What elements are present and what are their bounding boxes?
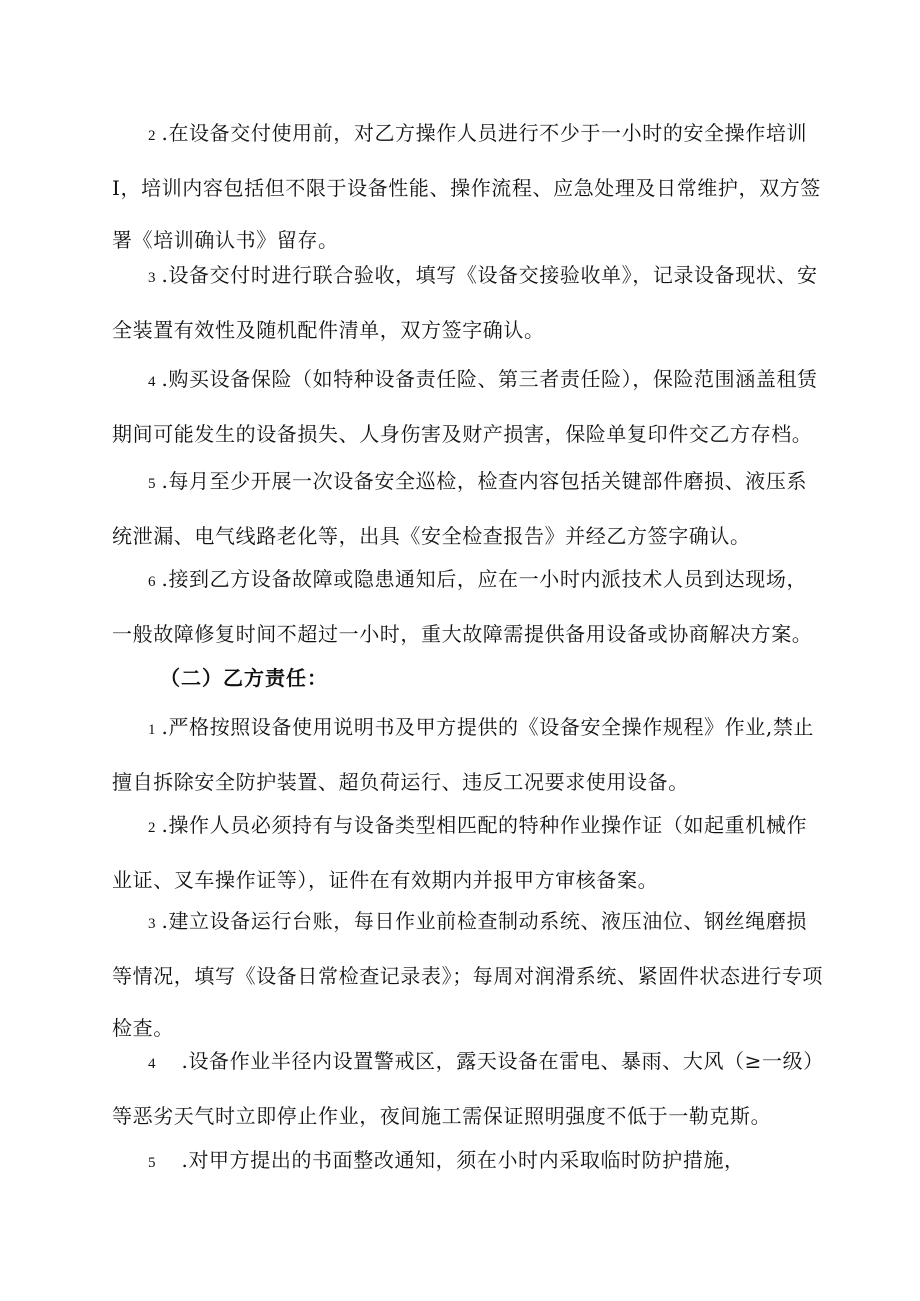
clause-number: 5 xyxy=(148,476,156,492)
clause-b-1 xyxy=(112,701,824,808)
clause-b-2 xyxy=(112,799,824,906)
clause-number: 2 xyxy=(148,128,156,144)
clause-a-3 xyxy=(112,249,824,356)
section-heading: （二）乙方责任： xyxy=(160,666,328,690)
clause-a-2 xyxy=(112,107,824,266)
clause-a-6 xyxy=(112,553,824,660)
clause-text: .操作人员必须持有与设备类型相匹配的特种作业操作证（如起重机械作业证、叉车操作证等），证件在有效期内并报甲方审核备案。 xyxy=(112,813,808,892)
clause-text: .每月至少开展一次设备安全巡检，检查内容包括关键部件磨损、液压系统泄漏、电气线路老化等，出具《安全检查报告》并经乙方签字确认。 xyxy=(112,469,808,548)
clause-b-5 xyxy=(112,1134,824,1189)
clause-number: 6 xyxy=(148,574,156,590)
clause-a-5 xyxy=(112,455,824,562)
clause-number: 3 xyxy=(148,270,156,286)
clause-a-4 xyxy=(112,353,824,460)
clause-text: .购买设备保险（如特种设备责任险、第三者责任险），保险范围涵盖租赁期间可能发生的设备损失、人身伤害及财产损害，保险单复印件交乙方存档。 xyxy=(112,367,818,446)
clause-text: .接到乙方设备故障或隐患通知后，应在一小时内派技术人员到达现场，一般故障修复时间不超过一小时，重大故障需提供备用设备或协商解决方案。 xyxy=(112,567,813,646)
clause-text: .建立设备运行台账，每日作业前检查制动系统、液压油位、钢丝绳磨损等情况，填写《设备日常检查记录表》；每周对润滑系统、紧固件状态进行专项检查。 xyxy=(112,909,823,1040)
clause-text: .严格按照设备使用说明书及甲方提供的《设备安全操作规程》作业,禁止擅自拆除安全防护装置、超负荷运行、违反工况要求使用设备。 xyxy=(112,715,815,794)
clause-text: .在设备交付使用前，对乙方操作人员进行不少于一小时的安全操作培训I，培训内容包括但不限于设备性能、操作流程、应急处理及日常维护，双方签署《培训确认书》留存。 xyxy=(112,121,821,252)
clause-b-3 xyxy=(112,895,824,1054)
clause-number: 3 xyxy=(148,916,156,932)
clause-number: 4 xyxy=(148,1056,156,1072)
clause-number: 2 xyxy=(148,820,156,836)
clause-b-4 xyxy=(112,1035,824,1142)
clause-number: 4 xyxy=(148,374,156,390)
clause-text: .对甲方提出的书面整改通知，须在小时内采取临时防护措施， xyxy=(181,1148,745,1172)
clause-number: 1 xyxy=(148,722,156,738)
clause-text: .设备交付时进行联合验收，填写《设备交接验收单》，记录设备现状、安全装置有效性及随机配件清单，双方签字确认。 xyxy=(112,263,818,342)
clause-text: .设备作业半径内设置警戒区，露天设备在雷电、暴雨、大风（≥一级）等恶劣天气时立即停止作业，夜间施工需保证照明强度不低于一勒克斯。 xyxy=(112,1049,824,1128)
clause-number: 5 xyxy=(148,1155,156,1171)
